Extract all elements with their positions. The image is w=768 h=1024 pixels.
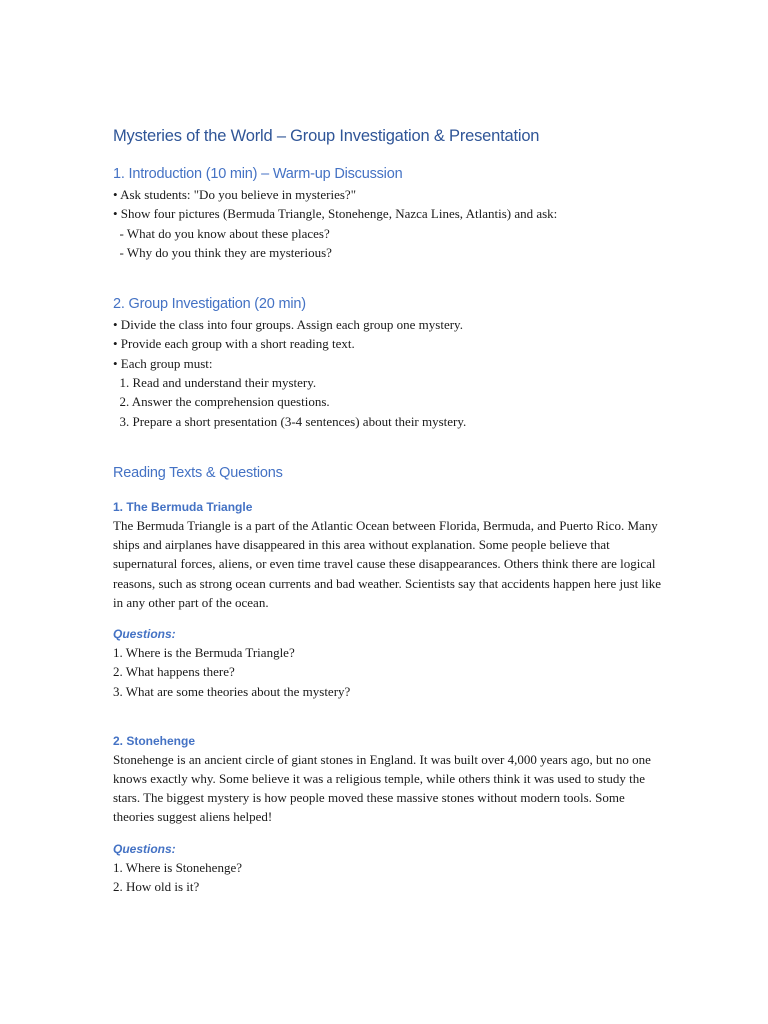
stonehenge-heading: 2. Stonehenge (113, 733, 196, 748)
section1-line: • Ask students: "Do you believe in mysteries?" (113, 187, 356, 202)
stonehenge-question: 2. How old is it? (113, 878, 200, 894)
stonehenge-text: Stonehenge is an ancient circle of giant stones in England. It was built over 4,000 years ago, but no one knows exactly why. Some believe it was a religious temple, while others think it was used to study the stars. The biggest mystery is how people moved these massive stones without modern tools. Some theories suggest aliens helped! (113, 751, 651, 825)
section2-line: • Provide each group with a short reading text. (113, 336, 355, 352)
bermuda-question: 1. Where is the Bermuda Triangle? (113, 644, 295, 660)
section2-line: • Divide the class into four groups. Assign each group one mystery. (113, 317, 463, 333)
section2-line: 3. Prepare a short presentation (3-4 sentences) about their mystery. (113, 413, 467, 429)
section2-line: • Each group must: (113, 355, 213, 371)
section2-heading: 2. Group Investigation (20 min) (113, 296, 306, 313)
document-title: Mysteries of the World – Group Investigation & Presentation (113, 127, 540, 145)
section1-heading: 1. Introduction (10 min) – Warm-up Discussion (113, 166, 403, 182)
stonehenge-question: 1. Where is Stonehenge? (113, 859, 242, 875)
bermuda-text: The Bermuda Triangle is a part of the Atlantic Ocean between Florida, Bermuda, and Puerto Rico. Many ships and airplanes have disappeared in this area without explanation. Some people believe that supernatural forces, aliens, or even time travel cause these disappearances. Others think there are logical reasons, such as strong ocean currents and bad weather. Scientists say that accidents happen here just like in any other part of the ocean. (113, 517, 661, 610)
bermuda-questions-label: Questions: (113, 626, 176, 641)
section2-line: 1. Read and understand their mystery. (113, 375, 317, 391)
section2-line: 2. Answer the comprehension questions. (113, 394, 330, 410)
section1-line: - Why do you think they are mysterious? (113, 244, 332, 260)
section1-line: - What do you know about these places? (113, 225, 330, 241)
bermuda-heading: 1. The Bermuda Triangle (113, 499, 253, 514)
stonehenge-questions-label: Questions: (113, 841, 176, 856)
section1-line: • Show four pictures (Bermuda Triangle, Stonehenge, Nazca Lines, Atlantis) and ask: (113, 206, 558, 222)
bermuda-question: 2. What happens there? (113, 664, 235, 680)
bermuda-question: 3. What are some theories about the mystery? (113, 683, 351, 699)
reading-heading: Reading Texts & Questions (113, 464, 283, 481)
document-content (113, 124, 673, 896)
